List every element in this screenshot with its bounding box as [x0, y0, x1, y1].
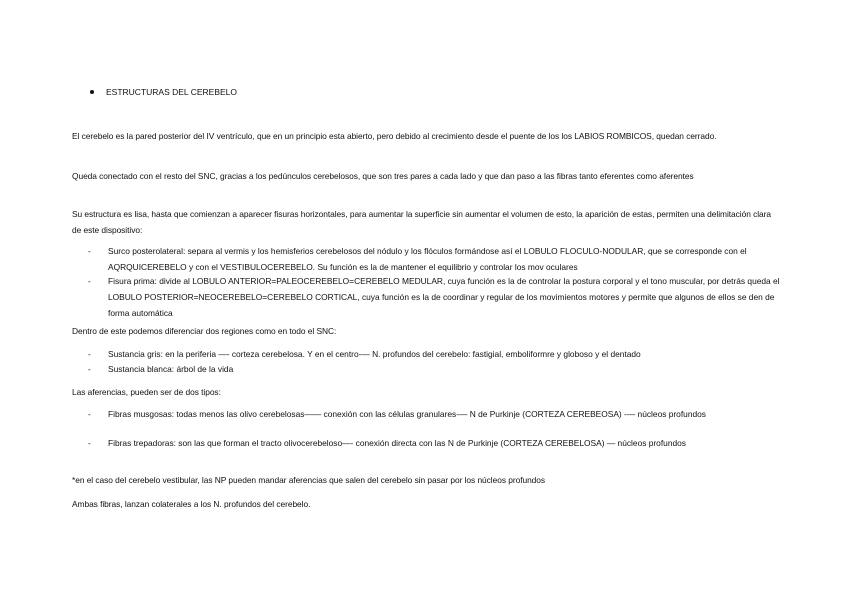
- list-dash: -: [88, 246, 91, 256]
- paragraph-afferents: Las aferencias, pueden ser de dos tipos:: [72, 387, 221, 397]
- list-item-text: Surco posterolateral: separa al vermis y los hemisferios cerebelosos del nódulo y los flóculos formándose así el LOBULO FLOCULO-NODULAR, que se corresponde con el AQRQUICEREBELO y con el VESTIBULOCEREBELO. Su función es la de mantener el equilibrio y controlar los mov oculares: [108, 246, 747, 272]
- paragraph-regions: Dentro de este podemos diferenciar dos regiones como en todo el SNC:: [72, 326, 337, 336]
- list-item-text: Fisura prima: divide al LOBULO ANTERIOR=PALEOCEREBELO=CEREBELO MEDULAR, cuya función es la de controlar la postura corporal y el tono muscular, por detrás queda el LOBULO POSTERIOR=NEOCEREBELO=CEREBELO CORTICAL, cuya función es la de coordinar y regular de los movimientos motores y permite que algunos de ellos se den de forma automática: [108, 276, 780, 318]
- section-heading: ESTRUCTURAS DEL CEREBELO: [106, 87, 237, 97]
- list-dash: -: [88, 438, 91, 448]
- paragraph-intro: El cerebelo es la pared posterior del IV ventrículo, que en un principio esta abierto, pero debido al crecimiento desde el puente de los los LABIOS ROMBICOS, quedan cerrado.: [72, 131, 717, 141]
- paragraph-note: *en el caso del cerebelo vestibular, las NP pueden mandar aferencias que salen del cerebelo sin pasar por los núcleos profundos: [72, 475, 546, 485]
- paragraph-connections: Queda conectado con el resto del SNC, gracias a los pedúnculos cerebelosos, que son tres pares a cada lado y que dan paso a las fibras tanto eferentes como aferentes: [72, 171, 694, 181]
- bullet-dot-icon: [90, 90, 94, 94]
- list-dash: -: [88, 349, 91, 359]
- list-dash: -: [88, 409, 91, 419]
- paragraph-final: Ambas fibras, lanzan colaterales a los N. profundos del cerebelo.: [72, 499, 311, 509]
- list-item-text: Sustancia gris: en la periferia —- corteza cerebelosa. Y en el centro-— N. profundos del cerebelo: fastigial, emboliformre y globoso y el dentado: [108, 349, 641, 359]
- list-item-text: Sustancia blanca: árbol de la vida: [108, 364, 234, 374]
- list-dash: -: [88, 276, 91, 286]
- list-item-text: Fibras trepadoras: son las que forman el tracto olivocerebeloso—- conexión directa con las N de Purkinje (CORTEZA CEREBELOSA) — núcleos profundos: [108, 438, 686, 448]
- section-heading-bullet: [90, 86, 237, 98]
- list-dash: -: [88, 364, 91, 374]
- list-item-text: Fibras musgosas: todas menos las olivo cerebelosas—— conexión con las células granulares-— N de Purkinje (CORTEZA CEREBEOSA) -— núcleos profundos: [108, 409, 706, 419]
- paragraph-structure: Su estructura es lisa, hasta que comienzan a aparecer fisuras horizontales, para aumentar la superficie sin aumentar el volumen de esto, la aparición de estas, permiten una delimitación clara de este dispositivo:: [72, 209, 771, 235]
